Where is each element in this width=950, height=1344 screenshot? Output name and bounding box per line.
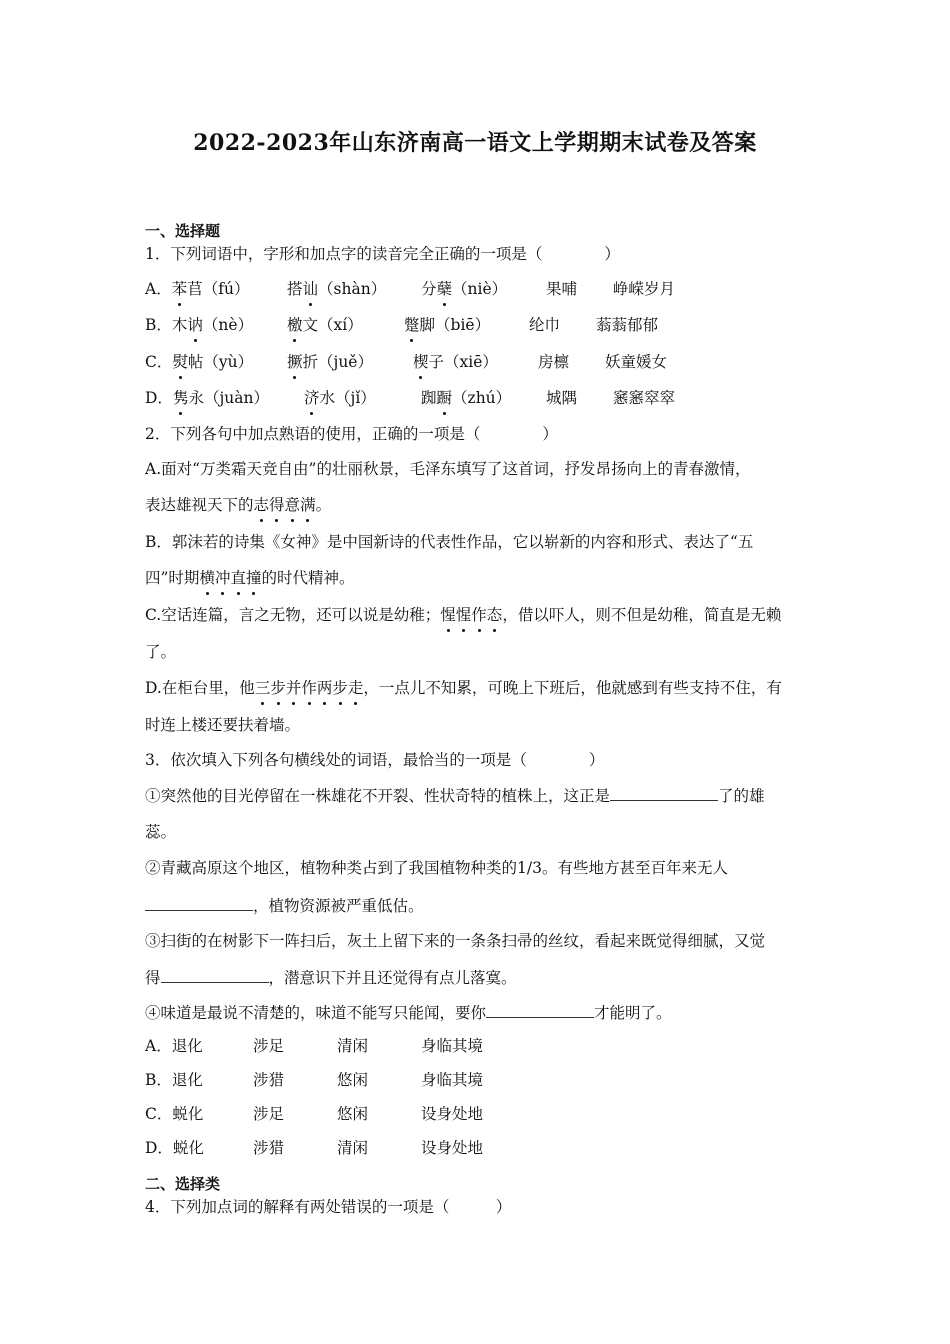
q2-option-a-line1: A.面对“万类霜天竞自由”的壮丽秋景，毛泽东填写了这首词，抒发昂扬向上的青春激情， [145,460,751,478]
q3-sentence-3: ③扫街的在树影下一阵扫后，灰土上留下来的一条条扫帚的丝纹，看起来既觉得细腻，又觉 [145,932,766,950]
q3-option-c-word3: 悠闲 [337,1105,369,1123]
q3-option-d-word4: 设身处地 [421,1139,484,1157]
q3-option-c: C．蜕化 [145,1105,204,1123]
q3-option-c-word2: 涉足 [253,1105,285,1123]
q3-option-a-word2: 涉足 [253,1037,285,1055]
q2-option-d-line1: D.在柜台里，他三步并作两步走，一点儿不知累，可晚上下班后，他就感到有些支持不住，有 [145,679,782,697]
blank-4[interactable] [486,1001,594,1018]
q3-option-b-word4: 身临其境 [421,1071,484,1089]
q3-option-b-word2: 涉猎 [253,1071,285,1089]
page-title: 2022-2023年山东济南高一语文上学期期末试卷及答案 [193,130,757,156]
question-2-stem: 2．下列各句中加点熟语的使用，正确的一项是（ ） [145,425,558,443]
q3-sentence-2-cont: ，植物资源被严重低估。 [145,894,815,917]
q3-option-a: A．退化 [145,1037,203,1055]
q1-option-d-word4: 城隅 [546,389,578,407]
q1-option-a-word5: 峥嵘岁月 [613,280,676,298]
q2-option-b-line2: 四”时期横冲直撞的时代精神。 [145,569,355,587]
q3-option-b: B．退化 [145,1071,203,1089]
q1-option-b-word3: 蹩脚（biē） [404,316,491,334]
blank-3[interactable] [161,966,269,983]
q3-option-d: D．蜕化 [145,1139,204,1157]
q1-option-a: A．苯苢（fú） [145,280,250,298]
q3-option-a-word4: 身临其境 [421,1037,484,1055]
question-1-stem: 1．下列词语中，字形和加点字的读音完全正确的一项是（ ） [145,245,620,263]
q1-option-a-word2: 搭讪（shàn） [287,280,387,298]
q2-option-b-line1: B．郭沫若的诗集《女神》是中国新诗的代表性作品，它以崭新的内容和形式、表达了“五 [145,533,754,551]
q1-option-c-word2: 撅折（juě） [287,353,373,371]
q2-option-d-line2: 时连上楼还要扶着墙。 [145,716,301,734]
q1-option-c-word4: 房檩 [538,353,570,371]
q1-option-c-word5: 妖童媛女 [605,353,668,371]
q1-option-c: C．熨帖（yù） [145,353,254,371]
q3-option-d-word2: 涉猎 [253,1139,285,1157]
question-3-stem: 3．依次填入下列各句横线处的词语，最恰当的一项是（ ） [145,751,605,769]
q3-option-b-word3: 悠闲 [337,1071,369,1089]
q2-option-c-line1: C.空话连篇，言之无物，还可以说是幼稚；惺惺作态，借以吓人，则不但是幼稚，简直是无赖 [145,606,782,624]
q3-sentence-4: ④味道是最说不清楚的，味道不能写只能闻，要你 才能明了。 [145,1001,815,1024]
q1-option-d-word5: 窸窸窣窣 [613,389,676,407]
q1-option-c-word3: 楔子（xiē） [413,353,498,371]
q2-option-c-line2: 了。 [145,643,177,661]
q3-sentence-3-cont: 得 ，潜意识下并且还觉得有点儿落寞。 [145,966,815,989]
q2-option-a-line2: 表达雄视天下的志得意满。 [145,496,332,514]
blank-2[interactable] [145,894,253,911]
q1-option-d-word2: 济水（jǐ） [304,389,376,407]
q3-sentence-2: ②青藏高原这个地区，植物种类占到了我国植物种类的1/3。有些地方甚至百年来无人 [145,859,728,877]
q3-sentence-1-cont: 蕊。 [145,823,177,841]
q1-option-b: B．木讷（nè） [145,316,254,334]
q1-option-b-word2: 檄文（xí） [287,316,363,334]
q1-option-b-word5: 蓊蓊郁郁 [596,316,659,334]
q3-option-d-word3: 清闲 [337,1139,369,1157]
q1-option-d-word3: 踟蹰（zhú） [421,389,512,407]
q1-option-d: D．隽永（juàn） [145,389,269,407]
question-4-stem: 4．下列加点词的解释有两处错误的一项是（ ） [145,1198,512,1216]
q3-option-c-word4: 设身处地 [421,1105,484,1123]
section-heading-1: 一、选择题 [145,222,221,240]
q1-option-a-word4: 果哺 [546,280,578,298]
q3-sentence-1: ①突然他的目光停留在一株雄花不开裂、性状奇特的植株上，这正是 了的雄 [145,784,815,807]
q1-option-b-word4: 纶巾 [529,316,561,334]
q1-option-a-word3: 分蘖（niè） [421,280,508,298]
blank-1[interactable] [610,784,718,801]
q3-option-a-word3: 清闲 [337,1037,369,1055]
section-heading-2: 二、选择类 [145,1175,221,1193]
